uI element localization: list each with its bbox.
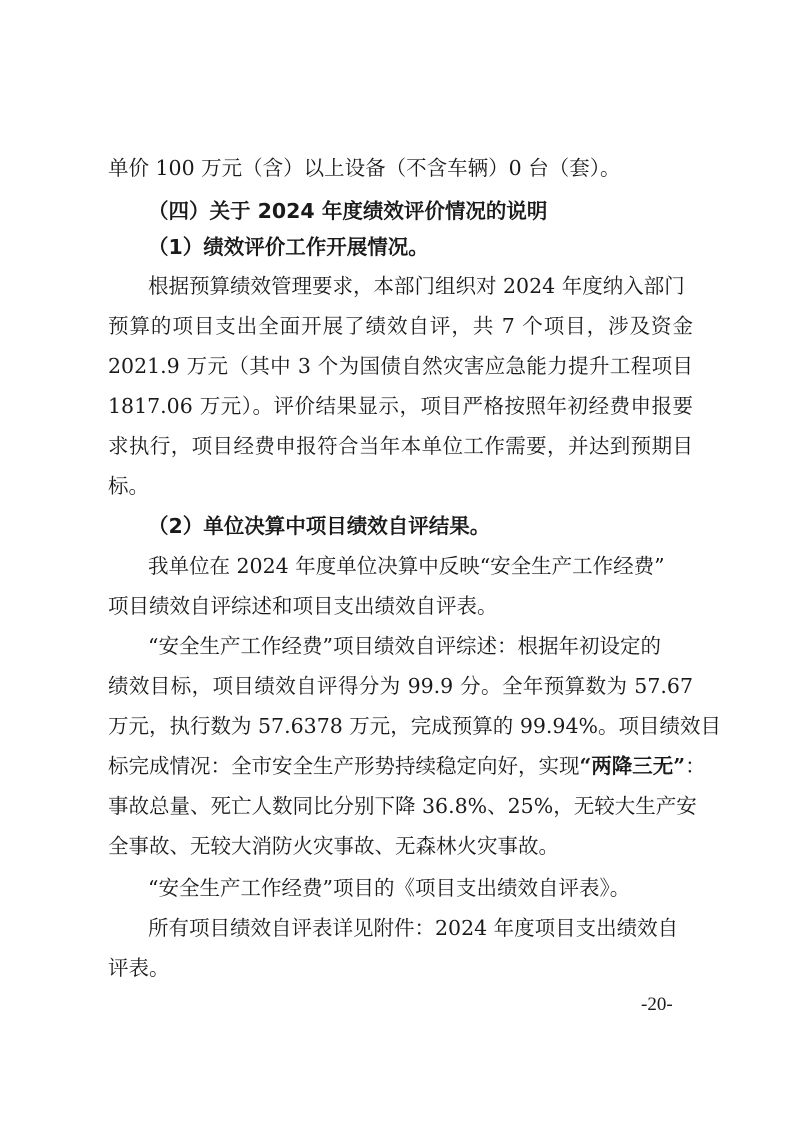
paragraph-line: 根据预算绩效管理要求，本部门组织对 2024 年度纳入部门 [148, 274, 685, 298]
emphasis-text: “两降三无” [579, 754, 686, 778]
paragraph-line: 事故总量、死亡人数同比分别下降 36.8%、25%，无较大生产安 [108, 794, 697, 818]
paragraph-line: 全事故、无较大消防火灾事故、无森林火灾事故。 [108, 834, 559, 858]
subsection-heading-1: （1）绩效评价工作开展情况。 [148, 235, 429, 259]
paragraph-line: 绩效目标，项目绩效自评得分为 99.9 分。全年预算数为 57.67 [108, 674, 693, 698]
paragraph-line: “安全生产工作经费”项目绩效自评综述：根据年初设定的 [148, 634, 661, 658]
subsection-heading-2: （2）单位决算中项目绩效自评结果。 [148, 514, 491, 538]
section-heading: （四）关于 2024 年度绩效评价情况的说明 [148, 199, 548, 223]
paragraph-line: 万元，执行数为 57.6378 万元，完成预算的 99.94%。项目绩效目 [108, 714, 721, 738]
paragraph-text: 标完成情况：全市安全生产形势持续稳定向好，实现 [108, 754, 580, 778]
paragraph-line: 标。 [108, 474, 149, 498]
paragraph-line: 所有项目绩效自评表详见附件：2024 年度项目支出绩效自 [148, 916, 679, 940]
paragraph-line: 预算的项目支出全面开展了绩效自评，共 7 个项目，涉及资金 [108, 314, 693, 338]
paragraph-line: 评表。 [108, 956, 170, 980]
paragraph-text: ： [685, 754, 706, 778]
intro-line: 单价 100 万元（含）以上设备（不含车辆）0 台（套）。 [108, 156, 621, 180]
paragraph-line: 2021.9 万元（其中 3 个为国债自然灾害应急能力提升工程项目 [108, 354, 693, 378]
paragraph-line: 项目绩效自评综述和项目支出绩效自评表。 [108, 594, 498, 618]
paragraph-line-with-emphasis [108, 751, 706, 781]
paragraph-line: 我单位在 2024 年度单位决算中反映“安全生产工作经费” [148, 554, 665, 578]
paragraph-4: “安全生产工作经费”项目的《项目支出绩效自评表》。 [148, 876, 631, 900]
paragraph-line: 1817.06 万元）。评价结果显示，项目严格按照年初经费申报要 [108, 394, 693, 418]
page-number: -20- [641, 994, 673, 1015]
paragraph-line: 求执行，项目经费申报符合当年本单位工作需要，并达到预期目 [108, 434, 693, 458]
